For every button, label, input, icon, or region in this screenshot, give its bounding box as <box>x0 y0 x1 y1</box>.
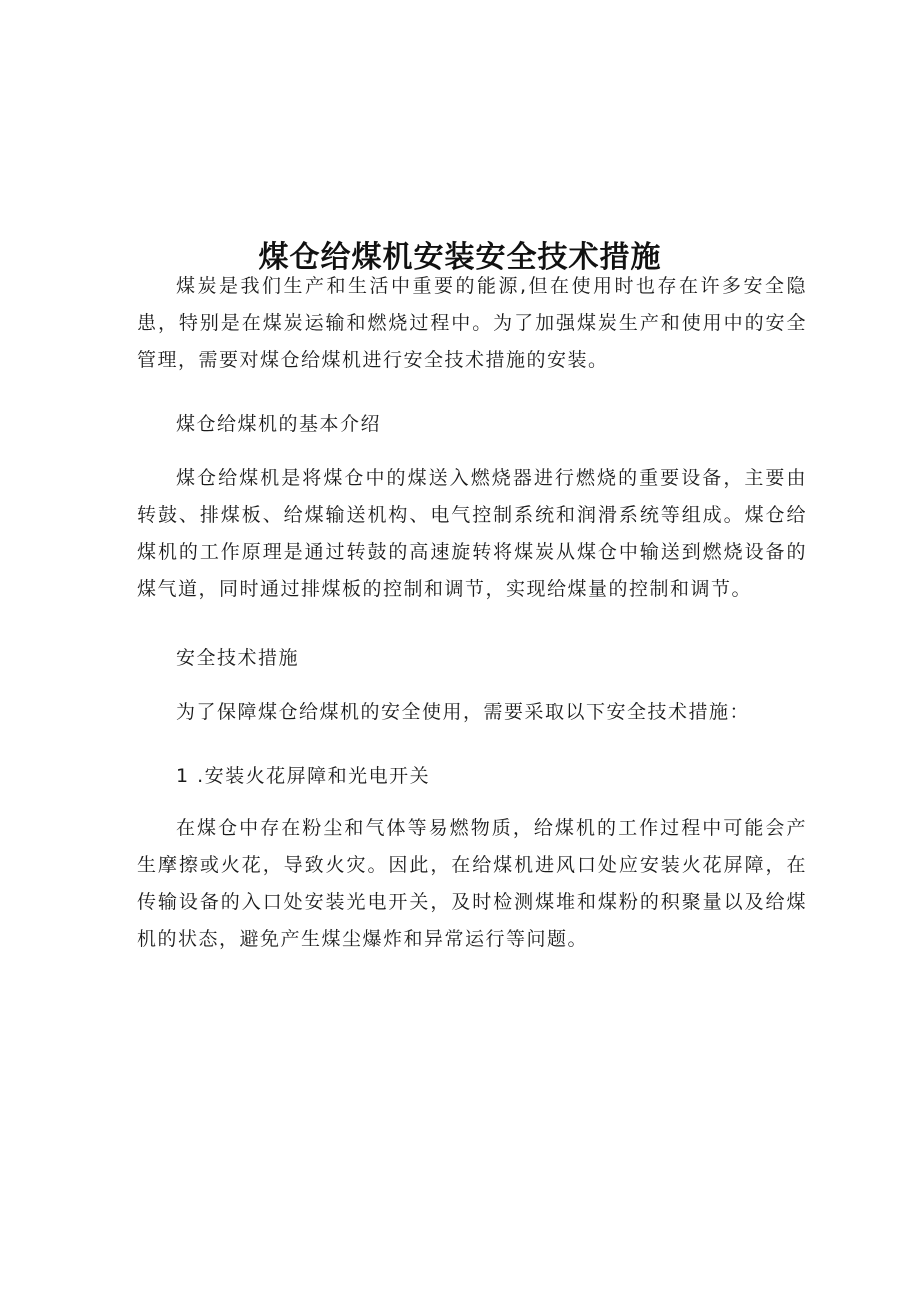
safety-lead-paragraph: 为了保障煤仓给煤机的安全使用，需要采取以下安全技术措施： <box>176 701 751 723</box>
intro-paragraph: 煤炭是我们生产和生活中重要的能源,但在使用时也存在许多安全隐患，特别是在煤炭运输和燃烧过程中。为了加强煤炭生产和使用中的安全管理，需要对煤仓给煤机进行安全技术措施的安装。 <box>137 275 807 371</box>
basic-intro-paragraph: 煤仓给煤机是将煤仓中的煤送入燃烧器进行燃烧的重要设备，主要由转鼓、排煤板、给煤输送机构、电气控制系统和润滑系统等组成。煤仓给煤机的工作原理是通过转鼓的高速旋转将煤炭从煤仓中输送到燃烧设备的煤气道，同时通过排煤板的控制和调节，实现给煤量的控制和调节。 <box>137 467 807 600</box>
document-title: 煤仓给煤机安装安全技术措施 <box>258 240 662 276</box>
section-heading-basic: 煤仓给煤机的基本介绍 <box>176 413 382 435</box>
item-1-paragraph: 在煤仓中存在粉尘和气体等易燃物质，给煤机的工作过程中可能会产生摩擦或火花，导致火灾。因此，在给煤机进风口处应安装火花屏障，在传输设备的入口处安装光电开关，及时检测煤堆和煤粉的积聚量以及给煤机的状态，避免产生煤尘爆炸和异常运行等问题。 <box>137 817 807 950</box>
item-1-heading: 1 .安装火花屏障和光电开关 <box>176 765 431 787</box>
section-heading-safety: 安全技术措施 <box>176 647 300 669</box>
